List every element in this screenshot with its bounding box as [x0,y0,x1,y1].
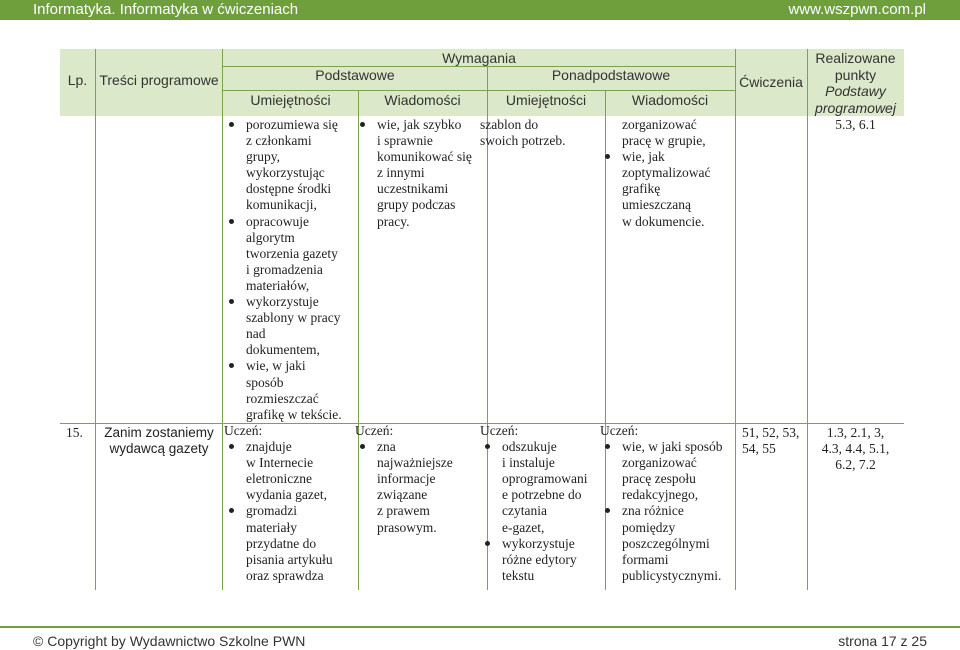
bullet-item: zna różnice [600,503,734,519]
grid-line [735,49,736,590]
list-line: e potrzebne do [502,487,582,503]
list-line: pisania artykułu [246,551,333,567]
cell-wiadomosci-podst-15 [355,423,486,536]
list-line: z innymi [377,165,425,181]
list-line: redakcyjnego, [622,487,699,503]
list-line: swoich potrzeb. [480,133,566,149]
list-line: informacje [377,471,436,487]
cell-umiejetnosci-podst-prev [224,117,358,423]
grid-line [223,66,735,67]
list-line: oprogramowani [502,471,588,487]
list-line: pracę w grupie, [622,133,706,149]
list-line: w Internecie [246,455,314,471]
list-line: z prawem [377,503,430,519]
header-umiejetnosci-ponad: Umiejętności [505,92,587,108]
list-line: pomiędzy [622,519,676,535]
list-line: grafikę w tekście. [246,406,342,422]
list-line: sposób [246,374,284,390]
list-line: Uczeń: [224,423,263,438]
list-line: algorytm [246,229,295,245]
cell-umiejetnosci-ponad-prev [480,117,604,149]
grid-line [223,90,735,91]
list-line: nad [246,326,266,342]
header-wymagania: Wymagania [442,50,516,66]
list-line: najważniejsze [377,455,453,471]
header-podstawowe: Podstawowe [315,67,395,83]
list-line: publicystycznymi. [622,567,722,583]
list-line: w dokumencie. [622,213,705,229]
cell-wiadomosci-ponad-15 [600,423,734,584]
cell-wiadomosci-podst-prev [355,117,486,230]
list-line: tworzenia gazety [246,245,338,261]
list-line: różne edytory [502,551,577,567]
list-line: materiałów, [246,277,310,293]
list-line: z członkami [246,133,312,149]
bullet-item: odszukuje [480,439,604,455]
list-line: zorganizować [622,455,697,471]
header-cwiczenia: Ćwiczenia [739,74,803,90]
list-line: zoptymalizować [622,165,711,181]
site-url[interactable]: www.wszpwn.com.pl [788,1,926,18]
list-line: prasowym. [377,519,437,535]
top-bar [0,0,960,20]
list-line: szablony w pracy [246,310,341,326]
grid-line [222,49,223,590]
bullet-item: znajduje [224,439,358,455]
header-ponadpodstawowe: Ponadpodstawowe [551,67,671,83]
bullet-item: wie, jak [600,149,734,165]
list-line: umieszczaną [622,197,691,213]
page-number: strona 17 z 25 [838,633,927,649]
bullet-item: gromadzi [224,503,358,519]
list-line: wydania gazet, [246,487,327,503]
cell-realizowane-prev: 5.3, 6.1 [835,117,876,132]
list-line: Uczeń: [480,423,519,438]
list-line: przydatne do [246,535,317,551]
cell-umiejetnosci-ponad-15 [480,423,604,584]
list-line: materiały [246,519,297,535]
cell-wiadomosci-ponad-prev [600,117,734,230]
header-lp: Lp. [67,72,88,88]
header-wiadomosci-podst: Wiadomości [384,92,461,108]
header-umiejetnosci-podst: Umiejętności [250,92,331,108]
list-line: Uczeń: [355,423,394,438]
footer [0,626,960,650]
list-line: e-gazet, [502,519,545,535]
list-line: komunikować się [377,149,472,165]
grid-line [95,49,96,590]
list-line: grupy podczas [377,197,456,213]
list-line: eletroniczne [246,471,312,487]
list-line: poszczególnymi [622,535,710,551]
list-line: dostępne środki [246,181,332,197]
bullet-item: wie, jak szybko [355,117,486,133]
list-line: dokumentem, [246,342,320,358]
bullet-item: porozumiewa się [224,117,358,133]
list-line: oraz sprawdza [246,567,324,583]
list-line: i gromadzenia [246,261,323,277]
list-line: tekstu [502,567,535,583]
list-line: pracę zespołu [622,471,696,487]
cell-lp-15: 15. [66,425,83,440]
document-title: Informatyka. Informatyka w ćwiczeniach [33,1,299,18]
bullet-item: wykorzystuje [224,294,358,310]
header-realizowane: Realizowane punkty Podstawy programowej [815,50,896,116]
list-line: i instaluje [502,455,555,471]
header-wiadomosci-ponad: Wiadomości [631,92,709,108]
list-line: pracy. [377,213,410,229]
bullet-item: wie, w jaki [224,358,358,374]
list-line: i sprawnie [377,133,433,149]
bullet-item: zna [355,439,486,455]
list-line: grupy, [246,149,280,165]
list-line: komunikacji, [246,197,317,213]
list-line: Uczeń: [600,423,639,438]
cell-umiejetnosci-podst-15 [224,423,358,584]
list-line: związane [377,487,428,503]
list-line: wykorzystując [246,165,325,181]
cell-tresci-15: Zanim zostaniemy wydawcą gazety [104,425,214,457]
list-line: formami [622,551,669,567]
bullet-item: opracowuje [224,214,358,230]
bullet-item: wykorzystuje [480,536,604,552]
list-line: czytania [502,503,547,519]
cell-cwiczenia-15: 51, 52, 53, 54, 55 [742,425,800,457]
cell-realizowane-15: 1.3, 2.1, 3, 4.3, 4.4, 5.1, 6.2, 7.2 [821,425,890,473]
list-line: grafikę [622,181,661,197]
copyright: © Copyright by Wydawnictwo Szkolne PWN [33,633,306,649]
list-line: szablon do [480,117,539,132]
list-line: rozmieszczać [246,390,319,406]
list-line: uczestnikami [377,181,449,197]
header-tresci: Treści programowe [99,72,219,88]
list-line: zorganizować [622,117,697,132]
bullet-item: wie, w jaki sposób [600,439,734,455]
